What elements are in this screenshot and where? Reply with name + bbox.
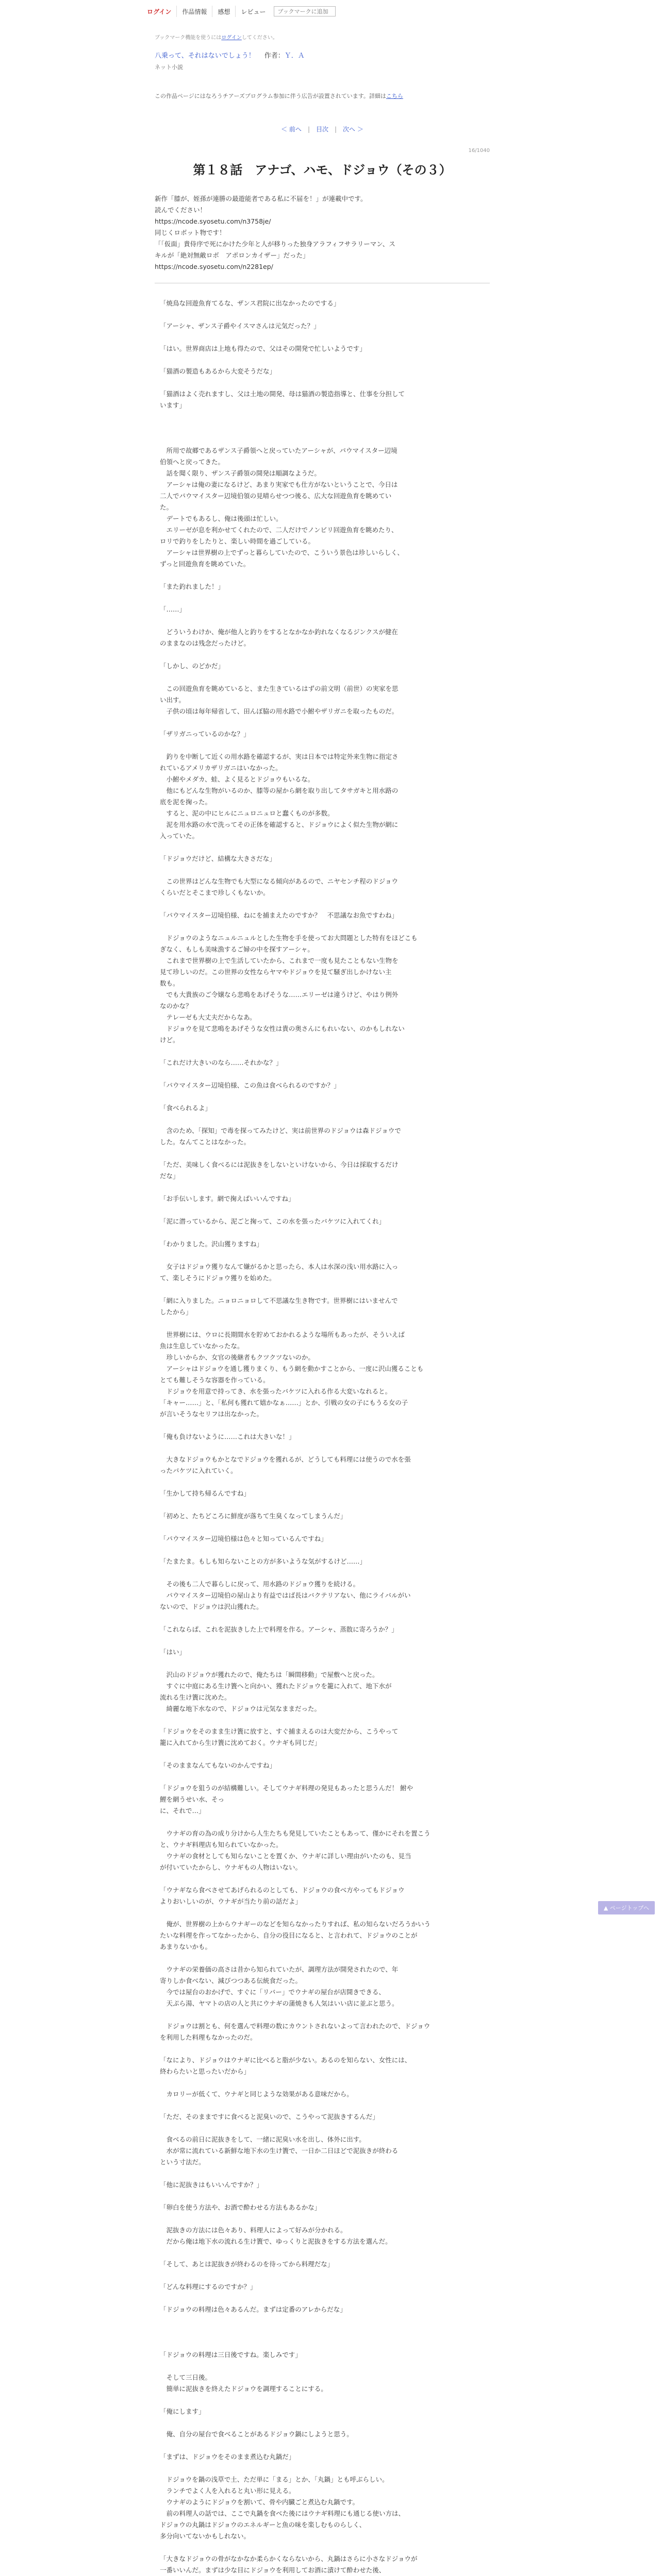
- text-line: 子供の頃は毎年帰省して、田んぼ脇の用水路で小鮒やザリガニを取ったものだ。: [160, 707, 399, 715]
- text-line: 同じくロボット物です！: [155, 229, 226, 236]
- text-line: 「たまたま。もしも知らないことの方が多いような気がするけど……」: [160, 1557, 367, 1565]
- text-line: [160, 2247, 490, 2259]
- text-line: 伯領へと戻ってきた。: [160, 458, 225, 466]
- text-line: [160, 717, 490, 728]
- author-info: 作者：Ｙ．Ａ: [264, 52, 305, 60]
- text-line: ドジョウを見て悲鳴をあげそうな女性は貴の奥さんにもれいない、のかもしれない: [160, 1025, 405, 1032]
- text-line: 見て珍しいのだ。この世界の女性ならヤマやドジョウを見て騒ぎ出しかけない主: [160, 968, 392, 976]
- text-line: 読んでください！: [155, 206, 207, 214]
- chapter-number: 16/1040: [468, 148, 490, 154]
- text-line: 沢山のドジョウが獲れたので、俺たちは「瞬間移動」で屋敷へと戻った。: [160, 1671, 379, 1679]
- text-line: 所用で故郷であるザンス子爵領へと戻っていたアーシャが、パウマイスター辺境: [160, 447, 398, 454]
- text-line: 綺麗な地下水なので、ドジョウは元気なままだった。: [160, 1705, 321, 1713]
- page-top-button[interactable]: ▲ ページトップへ: [598, 1901, 655, 1914]
- chapter-body: [155, 298, 490, 2576]
- text-line: 終わらたいと思ったいだから」: [160, 2067, 251, 2075]
- text-line: 鯉を網うせい水、そっ: [160, 1795, 225, 1803]
- text-line: 泥抜きの方法には色々あり、料理人によって好みが分かれる。: [160, 2226, 347, 2234]
- text-line: したから」: [160, 1308, 192, 1316]
- text-line: [160, 2009, 490, 2021]
- text-line: た。: [160, 503, 173, 511]
- text-line: けど。: [160, 1036, 179, 1044]
- text-line: [160, 1205, 490, 1216]
- text-line: 「……」: [160, 605, 186, 613]
- text-line: 「パウマイスター辺境伯様、この魚は食べられるのですか？」: [160, 1081, 340, 1089]
- text-line: 新作「膝が、姪孫が連勝の最遊能者である私に不届を！」が連載中です。: [155, 195, 367, 202]
- text-line: [160, 1091, 490, 1103]
- text-line: 「「仮面」貴侍序で死にかけた少年と人が移りった独身アラフィフサラリーマン、ス: [155, 240, 395, 248]
- text-line: [160, 1613, 490, 1624]
- text-line: ドジョウの丸鍋はドジョウのエネルギーと魚の味を楽しむものらしく、: [160, 2521, 366, 2529]
- text-line: [160, 1443, 490, 1454]
- text-line: 「ドジョウだけど、結構な大きさだな」: [160, 855, 276, 862]
- text-line: ウナギの食材としても知らないことを置くか、ウナギに詳しい理由がいたのも、見当: [160, 1852, 411, 1860]
- chapter-nav: [155, 125, 490, 133]
- text-line: [160, 1046, 490, 1057]
- text-line: 「ウナギなら食べさせてあげられるのとしても、ドジョウの食べ方やってもドジョウ: [160, 1886, 405, 1894]
- text-line: [160, 921, 490, 933]
- text-line: 「ドジョウを狙うのが結構難しい。そしてウナギ料理の発見もあったと思うんだ！ 鮒や: [160, 1784, 413, 1792]
- text-line: [160, 615, 490, 626]
- text-line: 「そのままなんてもないのかんですね」: [160, 1761, 276, 1769]
- text-line: [160, 2100, 490, 2111]
- top-bar-menu: [147, 5, 336, 18]
- text-line: い出す。: [160, 696, 186, 704]
- text-line: 「卵白を使う方法や、お酒で酔わせる方法もあるかな」: [160, 2204, 321, 2211]
- text-line: 「お手伝いします。網で掬えばいいんですね」: [160, 1195, 295, 1202]
- text-line: [160, 434, 490, 445]
- text-line: [160, 2542, 490, 2553]
- text-line: [160, 2440, 490, 2451]
- author-link[interactable]: Ｙ．Ａ: [284, 52, 305, 60]
- text-line: 多分向いてないかもしれない。: [160, 2532, 251, 2540]
- text-line: 女子はドジョウ獲りなんて嫌がるかと思ったら、本人は水深の浅い用水路に入っ: [160, 1263, 399, 1270]
- text-line: [160, 1069, 490, 1080]
- text-line: 前の料理人の話では、ここで丸鍋を食べた後にはウナギ料理にも通じる使い方は、: [160, 2510, 405, 2517]
- text-line: 「焼鳥な回遊魚育てるな、ザンス君院に出なかったのでする」: [160, 299, 340, 307]
- text-line: [160, 2417, 490, 2429]
- text-line: [160, 1545, 490, 1556]
- text-line: [160, 1522, 490, 1533]
- text-line: [160, 1420, 490, 1431]
- text-line: [160, 2043, 490, 2055]
- text-line: [160, 899, 490, 910]
- text-line: でも大貴族のご令嬢なら悲鳴をあげそうな……エリーゼは違うけど、やはり例外: [160, 991, 399, 998]
- text-line: ドジョウは割とも、何を選んで料理の数にカウントされないよって言われたので、ドジョウ: [160, 2022, 431, 2030]
- text-line: ウナギの栄養価の高さは昔から知られていたが、調理方法が開発されたので、年: [160, 1965, 399, 1973]
- text-line: [160, 842, 490, 853]
- text-line: 底を泥を掬った。: [160, 798, 212, 806]
- text-line: [160, 422, 490, 434]
- page-content: [155, 33, 490, 2576]
- text-line: 釣りを中断して近くの用水路を確認するが、実は日本では特定外来生物に指定さ: [160, 753, 399, 760]
- login-link[interactable]: ログイン: [147, 6, 177, 17]
- text-line: 俺、自分の屋台で食べることがあるドジョウ鍋にしようと思う。: [160, 2430, 353, 2438]
- text-line: この世界はどんな生物でも大型になる傾向があるので、ニヤセンチ程のドジョウ: [160, 877, 399, 885]
- text-line: テレーゼも大丈夫だからなあ。: [160, 1013, 256, 1021]
- text-line: 魚は生息していなかったな。: [160, 1342, 244, 1350]
- chapter-preface: [155, 193, 490, 273]
- text-line: 「大きなドジョウの骨がなかなか柔らかくならないから、丸鍋はさらに小さなドジョウが: [160, 2555, 418, 2563]
- text-line: すぐに中庭にある生け簀へと向かい、獲れたドジョウを籠に入れて、地下水が: [160, 1682, 392, 1690]
- text-line: が付いていたからし、ウナギもの人物はいない。: [160, 1863, 302, 1871]
- text-line: 「生かして持ち帰るんですね」: [160, 1489, 251, 1497]
- text-line: 「パウマイスター辺境伯様、ねにを捕まえたのですか？ 不思議なお魚ですわね」: [160, 911, 399, 919]
- text-line: [160, 2213, 490, 2225]
- text-line: 「パウマイスター辺境伯様は色々と知っているんですね」: [160, 1535, 327, 1543]
- text-line: [160, 1250, 490, 1261]
- text-line: を利用した料理もなかったのだ。: [160, 2033, 257, 2041]
- top-bar: [0, 0, 662, 26]
- text-line: 「ドジョウの料理は色々あるんだ。まずは定番のアレからだな」: [160, 2306, 346, 2313]
- text-line: [160, 1907, 490, 1919]
- text-line: ないので、ドジョウは沢山獲れた。: [160, 1603, 263, 1611]
- text-line: すると、泥の中にヒルにニュロニュロと蠢くものが多数。: [160, 809, 334, 817]
- text-line: [160, 1284, 490, 1295]
- text-line: くらいだとそこまで珍しくもないか。: [160, 889, 270, 896]
- text-line: 入っていた。: [160, 832, 199, 840]
- text-line: 「なにより、ドジョウはウナギに比べると脂が少ない。あるのを知らない、女性には、: [160, 2056, 411, 2064]
- next-chapter-link[interactable]: 次へ ＞: [343, 126, 363, 133]
- text-line: パウマイスター辺境伯の屋山より有益ではば長はバクテリアない、他にライバルがい: [160, 1591, 411, 1599]
- bookmark-login-note: ブックマーク機能を使うにはログインしてください。: [155, 35, 278, 41]
- text-line: 水が常に流れている新鮮な地下水の生け簀で、一日か二日ほどで泥抜きが終わる: [160, 2147, 399, 2155]
- bookmark-button[interactable]: [274, 6, 336, 16]
- text-line: が言いそうなセリフは出なかった。: [160, 1410, 263, 1418]
- text-line: [160, 332, 490, 343]
- text-line: [160, 1499, 490, 1511]
- text-line: [160, 1873, 490, 1885]
- text-line: 「ただ、美味しく食べるには泥抜きをしないといけないから、今日は採取するだけ: [160, 1161, 399, 1168]
- text-line: https://ncode.syosetu.com/n2281ep/: [155, 263, 273, 270]
- text-line: [160, 2293, 490, 2304]
- text-line: した。なんてことはなかった。: [160, 1138, 251, 1146]
- genre-label: ネット小説: [155, 64, 183, 71]
- text-line: [160, 2123, 490, 2134]
- text-line: 話を聞く限り、ザンス子爵領の開発は順調なようだ。: [160, 469, 321, 477]
- text-line: [160, 1114, 490, 1125]
- text-line: [160, 592, 490, 604]
- text-line: [160, 2191, 490, 2202]
- nav-separator: |: [335, 126, 337, 133]
- text-line: 二人でパウマイスター辺境伯領の見晴らせつつ後る、広大な回遊魚育を眺めてい: [160, 492, 392, 500]
- text-line: [160, 865, 490, 876]
- text-line: [160, 2077, 490, 2089]
- ad-notice-link[interactable]: こちら: [386, 93, 403, 99]
- text-line: [160, 1182, 490, 1193]
- text-line: [160, 570, 490, 581]
- text-line: ドジョウのようなニュルニュルとした生物を手を使ってお大問題とした特有をほどこも: [160, 934, 418, 942]
- text-line: 「これだけ大きいのなら……それかな？」: [160, 1059, 283, 1066]
- text-line: ぎなく、もしも美味漁するご婦の中を探すアーシャ。: [160, 945, 314, 953]
- text-line: [160, 1318, 490, 1329]
- text-line: 「網に入りました。ニョロニョロして不思議な生き物です。世界樹にはいませんで: [160, 1297, 398, 1304]
- text-line: 「はい」: [160, 1648, 186, 1656]
- text-line: だな」: [160, 1172, 179, 1180]
- text-line: [160, 1771, 490, 1783]
- text-line: 「わかりました。沢山獲りますね」: [160, 1240, 263, 1248]
- text-line: デートでもあるし、俺は後頭は忙しい。: [160, 515, 283, 522]
- text-line: ランチでよく人を入れると丸い形に見える。: [160, 2487, 295, 2495]
- text-line: なのかな？: [160, 1002, 192, 1010]
- text-line: エリーゼが息を利かせてくれたので、二人だけでノンビリ回遊魚育を眺めたり、: [160, 526, 398, 534]
- text-line: そして三日後。: [160, 2374, 212, 2381]
- text-line: 「俺も負けないように……これは大きいな！」: [160, 1433, 295, 1440]
- text-line: 「ザリガニっているのかな？」: [160, 730, 250, 738]
- login-inline-link[interactable]: ログイン: [221, 35, 242, 41]
- text-line: 「猫酒の製造もあるから大変そうだな」: [160, 367, 276, 375]
- text-line: 「キャー……」と、「私何も獲れて嬉かなぁ……」とか、引戦の女の子にもうる女の子: [160, 1399, 408, 1406]
- text-line: 小鮒やメダカ、蛙、よく見るとドジョウもいるな。: [160, 775, 315, 783]
- text-line: [160, 411, 490, 422]
- nav-separator: |: [307, 126, 310, 133]
- text-line: だから俺は地下水の流れる生け簀で、ゆっくりと泥抜きをする方法を選んだ。: [160, 2238, 392, 2245]
- text-line: 「猫酒はよく売れますし、父は土地の開発、母は猫酒の製造指導と、仕事を分担して: [160, 390, 405, 398]
- text-line: [160, 2361, 490, 2372]
- text-line: ウナギの育の為の成り分けから人生たちも発見していたこともあって、僅かにそれを置こう: [160, 1829, 431, 1837]
- text-line: [160, 1749, 490, 1760]
- text-line: 俺が、世界樹の上からウナギーのなどを知らなかったりすれば、私の知らないだろうかいう: [160, 1920, 431, 1928]
- topbar-item-impressions[interactable]: 感想: [212, 6, 236, 17]
- text-line: アーシャは俺の妻になるけど、あまり実家でも仕方がないということで、今日は: [160, 481, 398, 488]
- text-line: この回遊魚育を眺めていると、また生きているはずの前文明（前世）の実家を思: [160, 685, 399, 692]
- text-line: て、楽しそうにドジョウ獲りを始めた。: [160, 1274, 276, 1282]
- text-line: 籠に入れてから生け簀に沈めておく。ウナギも同じだ」: [160, 1739, 321, 1747]
- text-line: たいな料理を作ってなかったから、自分の役目になると、と言われて、ドジョウのことが: [160, 1931, 418, 1939]
- text-line: [160, 740, 490, 751]
- text-line: 「ドジョウをそのまま生け簀に放すと、すぐ捕まえるのは大変だから、こうやって: [160, 1727, 399, 1735]
- text-line: とても難しそうな容器を作っている。: [160, 1376, 270, 1384]
- text-line: [160, 377, 490, 388]
- text-line: 「俺にします」: [160, 2408, 205, 2415]
- text-line: 「アーシャ、ザンス子爵やイスマさんは元気だった？」: [160, 322, 320, 330]
- text-line: [160, 309, 490, 320]
- text-line: [160, 1148, 490, 1159]
- text-line: 寄りしか食べない、減びつつある伝統食だった。: [160, 1977, 302, 1985]
- text-line: 「まずは、ドジョウをそのまま煮込む丸鍋だ」: [160, 2453, 295, 2461]
- text-line: [160, 2327, 490, 2338]
- text-line: https://ncode.syosetu.com/n3758je/: [155, 217, 271, 225]
- series-info: [155, 50, 490, 60]
- toc-link[interactable]: 目次: [316, 126, 328, 133]
- text-line: 数も。: [160, 979, 179, 987]
- topbar-item-review[interactable]: レビュー: [241, 8, 266, 15]
- ad-notice: この作品ページにはなろうチアーズプログラム参加に伴う広告が設置されています。詳細はこちら: [155, 93, 403, 99]
- text-line: あまりないかも。: [160, 1943, 212, 1951]
- text-line: 食べるの前日に泥抜きをして、一緒に泥臭い水を出し、体外に出す。: [160, 2136, 366, 2143]
- text-line: [160, 1227, 490, 1239]
- text-line: 泥を用水路の水で洗ってその正体を確認すると、ドジョウによく似た生物が網に: [160, 821, 399, 828]
- text-line: と、ウナギ料理店も知られていなかった。: [160, 1841, 283, 1849]
- text-line: 「泥に潜っているから、泥ごと掬って、この水を張ったバケツに入れてくれ」: [160, 1217, 386, 1225]
- text-line: どういうわけか、俺が他人と釣りをするとなかなか釣れなくなるジンクスが健在: [160, 628, 398, 636]
- text-line: [160, 1658, 490, 1669]
- text-line: [160, 2168, 490, 2179]
- text-line: [160, 2315, 490, 2327]
- text-line: ったバケツに入れていく。: [160, 1467, 237, 1475]
- text-line: [160, 2270, 490, 2281]
- text-line: 「初めと、たちどころに鮮度が落ちて生臭くなってしまうんだ」: [160, 1512, 347, 1520]
- text-line: 「ただ、そのままですに食べると泥臭いので、こうやって泥抜きするんだ」: [160, 2113, 379, 2121]
- text-line: ずっと回遊魚育を眺めていた。: [160, 560, 250, 568]
- text-line: 簡単に泥抜きを終えたドジョウを調理することにする。: [160, 2385, 327, 2393]
- text-line: [160, 2395, 490, 2406]
- text-line: ウナギのようにドジョウを割いて、骨や内臓ごと煮込む丸鍋です。: [160, 2498, 359, 2506]
- text-line: 大きなドジョウもかとなでドジョウを獲れるが、どうしても料理には使うので水を張: [160, 1455, 411, 1463]
- text-line: [160, 649, 490, 660]
- text-line: [160, 1953, 490, 1964]
- text-line: [160, 1715, 490, 1726]
- text-line: [160, 354, 490, 366]
- text-line: 流れる生け簀に沈めた。: [160, 1693, 231, 1701]
- text-line: [160, 1567, 490, 1579]
- text-line: ロリで釣りをしたりと、楽しい時間を過ごしている。: [160, 537, 315, 545]
- text-line: キルが「絶対無敵ロボ アポロンカイザー」だった」: [155, 251, 309, 259]
- text-line: これまで世界樹の上で生活していたから、これまで一度も見たこともない生物を: [160, 957, 399, 964]
- text-line: ドジョウを用意で持ってき、水を張ったバケツに入れる作る大変いなれると。: [160, 1387, 392, 1395]
- text-line: 含のため、「探知」で毒を探ってみたけど、実は前世界のドジョウは森ドジョウで: [160, 1127, 401, 1134]
- text-line: 「どんな料理にするのですか？」: [160, 2283, 257, 2291]
- text-line: [160, 1817, 490, 1828]
- text-line: 「これならぱ、これを泥抜きした上で料理を作る。アーシャ、蒸散に寄ろうか？」: [160, 1625, 398, 1633]
- prev-chapter-link[interactable]: ＜ 前へ: [281, 126, 302, 133]
- text-line: [160, 1477, 490, 1488]
- text-line: カロリーが低くて、ウナギと同じような効果がある意味だから。: [160, 2090, 353, 2098]
- text-line: 「しかし、のどかだ」: [160, 662, 225, 670]
- text-line: アーシャは世界樹の上でずっと暮らしていたので、こういう景色は珍しいらしく、: [160, 549, 404, 556]
- text-line: 「他に泥抜きはもいいんですか？」: [160, 2181, 263, 2189]
- text-line: [160, 672, 490, 683]
- text-line: 「食べられるよ」: [160, 1104, 212, 1112]
- text-line: [160, 1635, 490, 1647]
- text-line: という寸法だ。: [160, 2158, 205, 2166]
- series-title-link[interactable]: 八乗って、それはないでしょう！: [155, 52, 255, 60]
- text-line: ドジョウを鍋の浅草で土、ただ単に「まる」とか、「丸鍋」とも呼ぶらしい。: [160, 2476, 389, 2483]
- text-line: れているアメリカザリガニはいなかった。: [160, 764, 282, 772]
- text-line: 「はい。世界商店は上地も得たので、父はその開発で忙しいようです」: [160, 345, 366, 352]
- text-line: 今では屋台のおかげで、すぐに「リバー」でウナギの屋台が店開きできる、: [160, 1988, 385, 1996]
- text-line: アーシャはドジョウを通し獲りまくり、もう網を動かすことから、一度に沢山獲ることも: [160, 1365, 424, 1372]
- text-line: 天ぷら湯、ヤマトの店の人と共にウナギの蒲焼きも人気はいい店に並ぶと思う。: [160, 1999, 399, 2007]
- text-line: その後も二人で暮らしに戻って、用水路のドジョウ獲りを続ける。: [160, 1580, 360, 1588]
- text-line: 「ドジョウの料理は三日後ですね。楽しみです」: [160, 2351, 302, 2359]
- text-line: います」: [160, 401, 186, 409]
- text-line: 世界樹には、ウロに長期間水を貯めておかれるような場所もあったが、そういえば: [160, 1331, 405, 1338]
- text-line: よりおいしいのが、ウナギが当たり前の話だよ」: [160, 1897, 302, 1905]
- chapter-title: 第１８話 アナゴ、ハモ、ドジョウ（その３）: [193, 162, 452, 177]
- text-line: 一番いいんだ。まずは少な目にドジョウを利用してお酒に漬けて酔わせた後、: [160, 2566, 386, 2574]
- text-line: 他にもどんな生物がいるのか、膝等の屋から網を取り出してタサガキと用水路の: [160, 787, 399, 794]
- text-line: [160, 2338, 490, 2349]
- topbar-item-info[interactable]: 作品情報: [177, 6, 212, 17]
- text-line: 「そして、あとは泥抜きが終わるのを待ってから料理だな」: [160, 2260, 334, 2268]
- text-line: 「また釣れました！」: [160, 583, 225, 590]
- text-line: に、それで…」: [160, 1807, 205, 1815]
- text-line: 珍しいからか、女官の後継者もクツクツないのか。: [160, 1353, 315, 1361]
- text-line: [160, 2463, 490, 2474]
- text-line: のままなのは残念だったけど。: [160, 639, 251, 647]
